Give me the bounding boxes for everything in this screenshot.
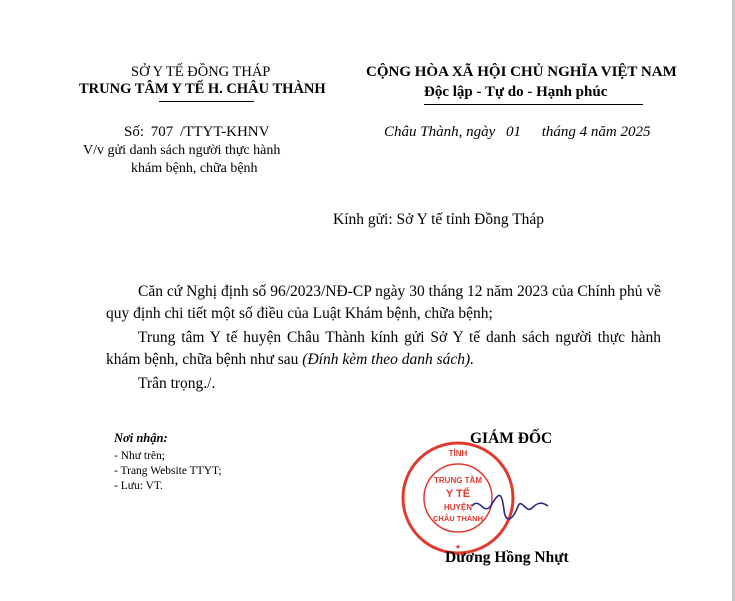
seal-center-line-4: CHÂU THÀNH <box>433 514 483 523</box>
seal-center-line-3: HUYỆN <box>443 503 473 512</box>
handwritten-signature <box>470 488 550 528</box>
svg-text:TỈNH: TỈNH <box>448 449 468 458</box>
svg-text:★: ★ <box>454 544 462 551</box>
doc-number-value: 707 <box>150 124 174 140</box>
header-left-underline <box>159 101 254 102</box>
recipient-item-2: - Trang Website TTYT; <box>114 465 222 477</box>
center-name: TRUNG TÂM Y TẾ H. CHÂU THÀNH <box>79 81 326 97</box>
body-paragraph-2 <box>106 327 661 371</box>
motto-underline <box>424 104 643 105</box>
subject-line-2: khám bệnh, chữa bệnh <box>131 161 258 176</box>
body-paragraph-1 <box>106 281 661 325</box>
doc-number-label: Số: <box>124 124 145 140</box>
date-day: 01 <box>506 124 522 140</box>
seal-center-line-2: Y TẾ <box>445 488 471 500</box>
recipient-item-1: - Như trên; <box>114 450 165 462</box>
paragraph-1-text: Căn cứ Nghị định số 96/2023/NĐ-CP ngày 30 tháng 12 năm 2023 của Chính phủ về quy định chi tiết một số điều của Luật Khám bệnh, chữa bệnh; <box>106 283 661 322</box>
doc-number-suffix: /TTYT-KHNV <box>180 124 270 140</box>
recipients-title: Nơi nhận: <box>114 431 168 445</box>
doc-number <box>124 124 269 141</box>
signatory-name: Dương Hồng Nhựt <box>445 549 569 566</box>
paragraph-2-text: Trung tâm Y tế huyện Châu Thành kính gửi Sở Y tế danh sách người thực hành khám bệnh, chữa bệnh như sau <box>106 329 661 368</box>
seal-center-line-1: TRUNG TÂM <box>434 476 482 485</box>
date-prefix: Châu Thành, ngày <box>384 124 496 140</box>
paragraph-2-italic: (Đính kèm theo danh sách). <box>302 351 475 368</box>
motto: Độc lập - Tự do - Hạnh phúc <box>424 84 608 100</box>
date-line <box>384 124 651 141</box>
signature-title: GIÁM ĐỐC <box>470 430 553 447</box>
recipient-line: Kính gửi: Sở Y tế tỉnh Đồng Tháp <box>333 211 545 228</box>
department-name: SỞ Y TẾ ĐỒNG THÁP <box>131 64 271 80</box>
subject-line-1: V/v gửi danh sách người thực hành <box>83 143 281 158</box>
date-rest: tháng 4 năm 2025 <box>541 124 651 140</box>
closing-text: Trân trọng./. <box>138 375 216 392</box>
nation-title: CỘNG HÒA XÃ HỘI CHỦ NGHĨA VIỆT NAM <box>366 64 677 80</box>
recipient-item-3: - Lưu: VT. <box>114 480 163 492</box>
